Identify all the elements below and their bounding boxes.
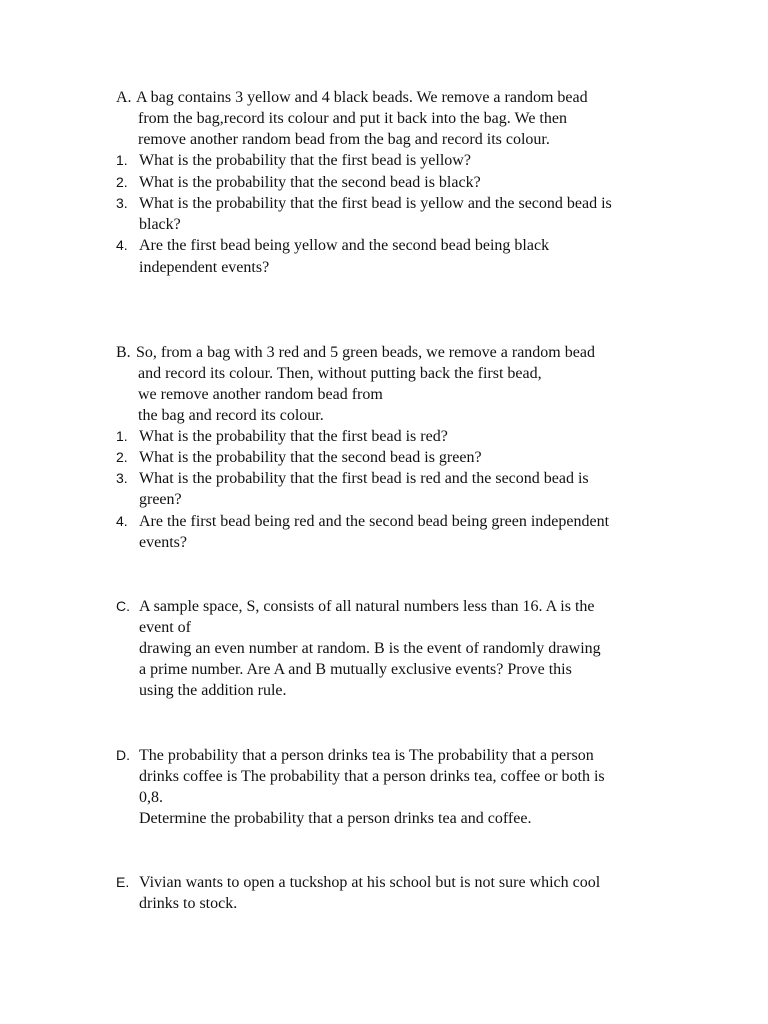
section-d-line-1: The probability that a person drinks tea is The probability that a person xyxy=(139,747,594,764)
section-c-line-1: A sample space, S, consists of all natural numbers less than 16. A is the xyxy=(139,598,595,615)
section-e-line-1: Vivian wants to open a tuckshop at his school but is not sure which cool xyxy=(139,874,601,891)
section-a-q2-text: What is the probability that the second bead is black? xyxy=(139,174,481,191)
section-a-intro-line-3: remove another random bead from the bag and record its colour. xyxy=(138,131,550,148)
section-d-line-2: drinks coffee is The probability that a person drinks tea, coffee or both is xyxy=(139,768,605,785)
section-b-q3-number: 3. xyxy=(116,470,128,486)
section-b-label: B. xyxy=(116,344,131,361)
section-a-q1-text: What is the probability that the first bead is yellow? xyxy=(139,152,471,169)
section-c-line-4: a prime number. Are A and B mutually exclusive events? Prove this xyxy=(139,661,572,678)
section-d-line-3: 0,8. xyxy=(139,789,163,806)
section-a-q4-text-line-1: Are the first bead being yellow and the second bead being black xyxy=(139,237,550,254)
section-d-line-4: Determine the probability that a person drinks tea and coffee. xyxy=(139,810,532,827)
section-b-q2-number: 2. xyxy=(116,449,128,465)
section-a-q4-text-line-2: independent events? xyxy=(139,259,270,276)
section-c-line-3: drawing an even number at random. B is the event of randomly drawing xyxy=(139,640,601,657)
section-c-line-5: using the addition rule. xyxy=(139,682,287,699)
section-b-q3-text-line-2: green? xyxy=(139,491,182,508)
section-b-q4-number: 4. xyxy=(116,513,128,529)
section-e-line-2: drinks to stock. xyxy=(139,895,238,912)
section-a-label: A. xyxy=(116,89,132,106)
section-a-q4-number: 4. xyxy=(116,237,128,253)
section-c-line-2: event of xyxy=(139,619,191,636)
section-b-q1-number: 1. xyxy=(116,428,128,444)
section-a-q1-number: 1. xyxy=(116,152,128,168)
section-a-q3-number: 3. xyxy=(116,195,128,211)
section-b-intro-line-4: the bag and record its colour. xyxy=(138,407,324,424)
section-b-intro-line-1: So, from a bag with 3 red and 5 green beads, we remove a random bead xyxy=(136,344,595,361)
section-b-q3-text-line-1: What is the probability that the first bead is red and the second bead is xyxy=(139,470,589,487)
section-e-label: E. xyxy=(116,874,130,890)
section-b-intro-line-3: we remove another random bead from xyxy=(138,386,383,403)
section-b-q1-text: What is the probability that the first bead is red? xyxy=(139,428,448,445)
section-d-label: D. xyxy=(116,747,130,763)
section-a-intro-line-1: A bag contains 3 yellow and 4 black beads. We remove a random bead xyxy=(136,89,588,106)
section-b-q4-text-line-2: events? xyxy=(139,534,187,551)
section-a-q2-number: 2. xyxy=(116,174,128,190)
section-a-intro-line-2: from the bag,record its colour and put it back into the bag. We then xyxy=(138,110,567,127)
section-b-intro-line-2: and record its colour. Then, without putting back the first bead, xyxy=(138,365,542,382)
section-b-q4-text-line-1: Are the first bead being red and the second bead being green independent xyxy=(139,513,610,530)
section-a-q3-text-line-2: black? xyxy=(139,216,181,233)
section-a-q3-text-line-1: What is the probability that the first bead is yellow and the second bead is xyxy=(139,195,612,212)
section-b-q2-text: What is the probability that the second bead is green? xyxy=(139,449,482,466)
section-c-label: C. xyxy=(116,598,130,614)
